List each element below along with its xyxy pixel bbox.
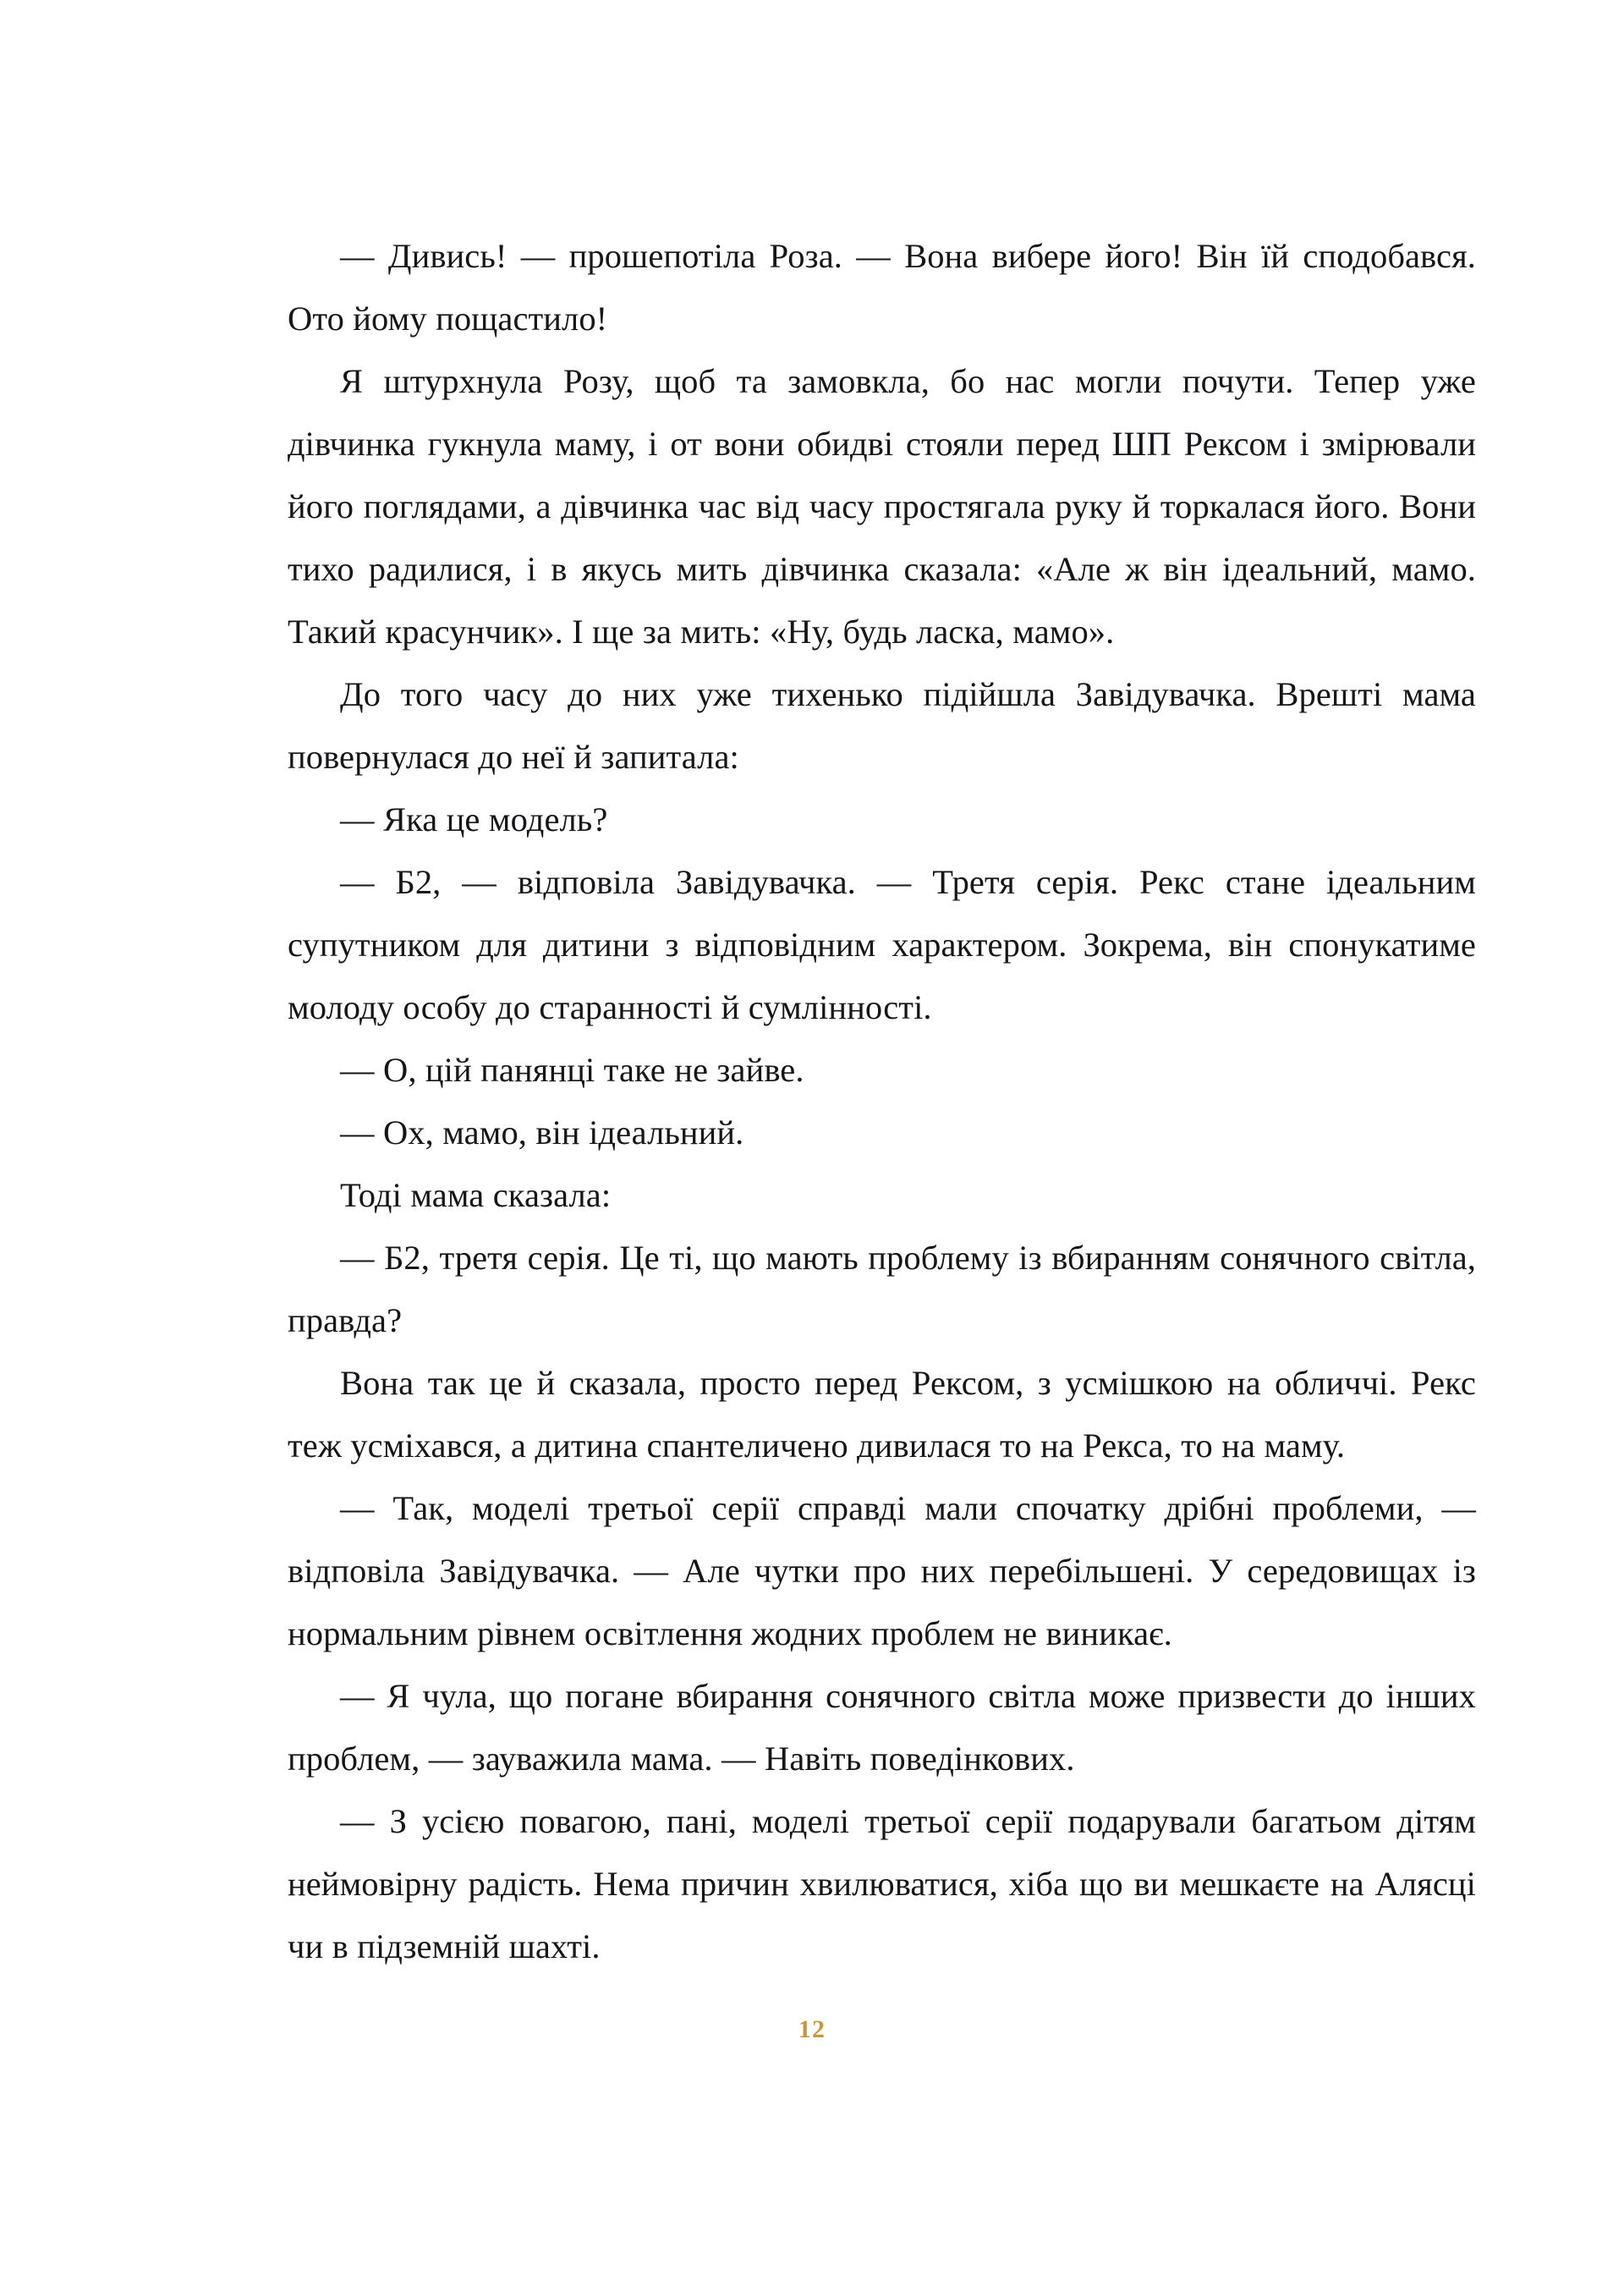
paragraph: — Яка це модель? bbox=[340, 800, 608, 838]
page-number: 12 bbox=[798, 2015, 826, 2043]
paragraph: — Дивись! — прошепотіла Роза. — Вона вибере його! Він їй сподобався. Ото йому пощастило! bbox=[288, 237, 1476, 338]
page-text-column bbox=[288, 225, 1476, 1978]
paragraph: — З усією повагою, пані, моделі третьої серії подарували багатьом дітям неймовірну радість. Нема причин хвилюватися, хіба що ви мешкаєте на Алясці чи в підземній шахті. bbox=[288, 1802, 1476, 1965]
paragraph: — Б2, третя серія. Це ті, що мають проблему із вбиранням сонячного світла, правда? bbox=[288, 1239, 1476, 1339]
paragraph: — Так, моделі третьої серії справді мали спочатку дрібні проблеми, — відповіла Завідувачка. — Але чутки про них перебільшені. У середовищах із нормальним рівнем освітлення жодних проблем не виникає. bbox=[288, 1489, 1476, 1652]
paragraph: — О, цій панянці таке не зайве. bbox=[340, 1051, 804, 1089]
paragraph: — Б2, — відповіла Завідувачка. — Третя серія. Рекс стане ідеальним супутником для дитини з відповідним характером. Зокрема, він спонукатиме молоду особу до старанності й сумлінності. bbox=[288, 863, 1476, 1026]
paragraph: Я штурхнула Розу, щоб та замовкла, бо нас могли почути. Тепер уже дівчинка гукнула маму, і от вони обидві стояли перед ШП Рексом і змірювали його поглядами, а дівчинка час від часу простягала руку й торкалася його. Вони тихо радилися, і в якусь мить дівчинка сказала: «Але ж він ідеальний, мамо. Такий красунчик». І ще за мить: «Ну, будь ласка, мамо». bbox=[288, 362, 1476, 651]
paragraph: Тоді мама сказала: bbox=[340, 1176, 612, 1214]
paragraph: — Ох, мамо, він ідеальний. bbox=[340, 1113, 744, 1151]
paragraph: — Я чула, що погане вбирання сонячного світла може призвести до інших проблем, — зауважила мама. — Навіть поведінкових. bbox=[288, 1677, 1476, 1778]
paragraph: До того часу до них уже тихенько підійшла Завідувачка. Врешті мама повернулася до неї й запитала: bbox=[288, 675, 1476, 776]
paragraph: Вона так це й сказала, просто перед Рексом, з усмішкою на обличчі. Рекс теж усміхався, а дитина спантеличено дивилася то на Рекса, то на маму. bbox=[288, 1364, 1476, 1465]
